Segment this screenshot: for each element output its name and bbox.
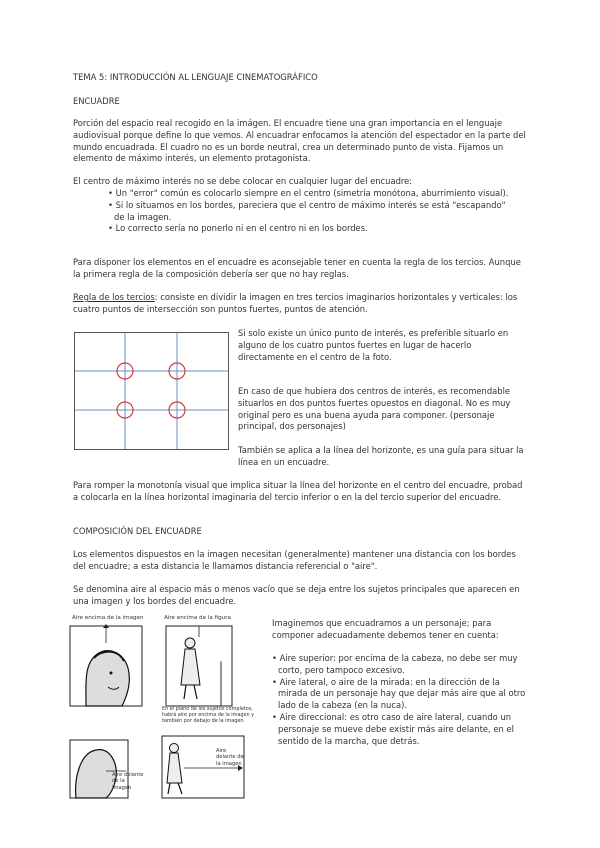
rule-of-thirds-text: : consiste en dividir la imagen en tres tercios imaginarios horizontales y verticales: los cuatro puntos de intersección son puntos fuertes, puntos de atención. <box>73 292 518 314</box>
monotony-paragraph: Para romper la monotonía visual que implica situar la línea del horizonte en el centro del encuadre, probad a colocarla en la línea horizontal imaginaria del tercio inferior o en la del tercio superior del encuadre. <box>73 480 523 502</box>
aire-bullets <box>272 653 528 747</box>
dispose-paragraph: Para disponer los elementos en el encuadre es aconsejable tener en cuenta la regla de los tercios. Aunque la primera regla de la composición debería ser que no hay reglas. <box>73 257 521 279</box>
center-bullets <box>108 188 518 235</box>
rule-of-thirds-paragraph <box>73 292 529 316</box>
section-heading-encuadre: ENCUADRE <box>73 96 120 106</box>
fig-label-plane-note: En el plano de los sujetos completos, habrá aire por encima de la imagen y también por debajo de la imagen. <box>162 706 255 724</box>
rule-of-thirds-term: Regla de los tercios <box>73 292 155 302</box>
rule-of-thirds-diagram <box>74 332 229 450</box>
list-item: • Si lo situamos en los bordes, pareciera que el centro de máximo interés se está "escapando" de la imagen. <box>108 200 518 224</box>
fig-label-top-right: Aire encima de la figura <box>164 615 231 621</box>
list-item: • Aire superior: por encima de la cabeza, no debe ser muy corto, pero tampoco excesivo. <box>272 653 528 677</box>
encuadre-intro: Porción del espacio real recogido en la imágen. El encuadre tiene una gran importancia en el lenguaje audiovisual porque define lo que vemos. Al encuadrar enfocamos la atención del espectador en la parte del mundo encuadrada. El cuadro no es un borde neutral, crea un determinado punto de vista. Fijamos un elemento de máximo interés, un elemento protagonista. <box>73 118 526 164</box>
center-lead: El centro de máximo interés no se debe colocar en cualquier lugar del encuadre: <box>73 176 413 186</box>
thirds-side-p2: En caso de que hubiera dos centros de interés, es recomendable situarlos en dos puntos fuertes opuestos en diagonal. No es muy original pero es una buena ayuda para componer. (personaje principal, dos personajes) <box>238 386 511 432</box>
fig-label-bottom-right: Aire delante de la imagen <box>216 748 244 767</box>
aire-side-lead: Imaginemos que encuadramos a un personaje; para componer adecuadamente debemos tener en cuenta: <box>272 618 499 640</box>
thirds-side-p3: También se aplica a la línea del horizonte, es una guía para situar la línea en un encuadre. <box>238 445 524 467</box>
composicion-p1: Los elementos dispuestos en la imagen necesitan (generalmente) mantener una distancia con los bordes del encuadre; a esta distancia le llamamos distancia referencial o "aire". <box>73 549 516 571</box>
list-item: • Un "error" común es colocarlo siempre en el centro (simetría monótona, aburrimiento visual). <box>108 188 518 200</box>
list-item: • Aire direccional: es otro caso de aire lateral, cuando un personaje se mueve debe existir más aire delante, en el sentido de la marcha, que detrás. <box>272 712 528 747</box>
list-item: • Lo correcto sería no ponerlo ni en el centro ni en los bordes. <box>108 223 518 235</box>
fig-label-top-left: Aire encima de la imagen <box>72 615 144 621</box>
fig-label-bottom-left: Aire delante de la imagen <box>112 772 144 791</box>
list-item: • Aire lateral, o aire de la mirada: en la dirección de la mirada de un personaje hay que dejar más aire que al otro lado de la cabeza (en la nuca). <box>272 677 528 712</box>
thirds-side-p1: Si solo existe un único punto de interés, es preferible situarlo en alguno de los cuatro puntos fuertes en lugar de hacerlo directamente en el centro de la foto. <box>238 328 509 362</box>
composicion-p2: Se denomina aire al espacio más o menos vacío que se deja entre los sujetos principales que aparecen en una imagen y los bordes del encuadre. <box>73 584 520 606</box>
page-title: TEMA 5: INTRODUCCIÓN AL LENGUAJE CINEMATOGRÁFICO <box>73 72 318 82</box>
section-heading-composicion: COMPOSICIÓN DEL ENCUADRE <box>73 526 202 536</box>
